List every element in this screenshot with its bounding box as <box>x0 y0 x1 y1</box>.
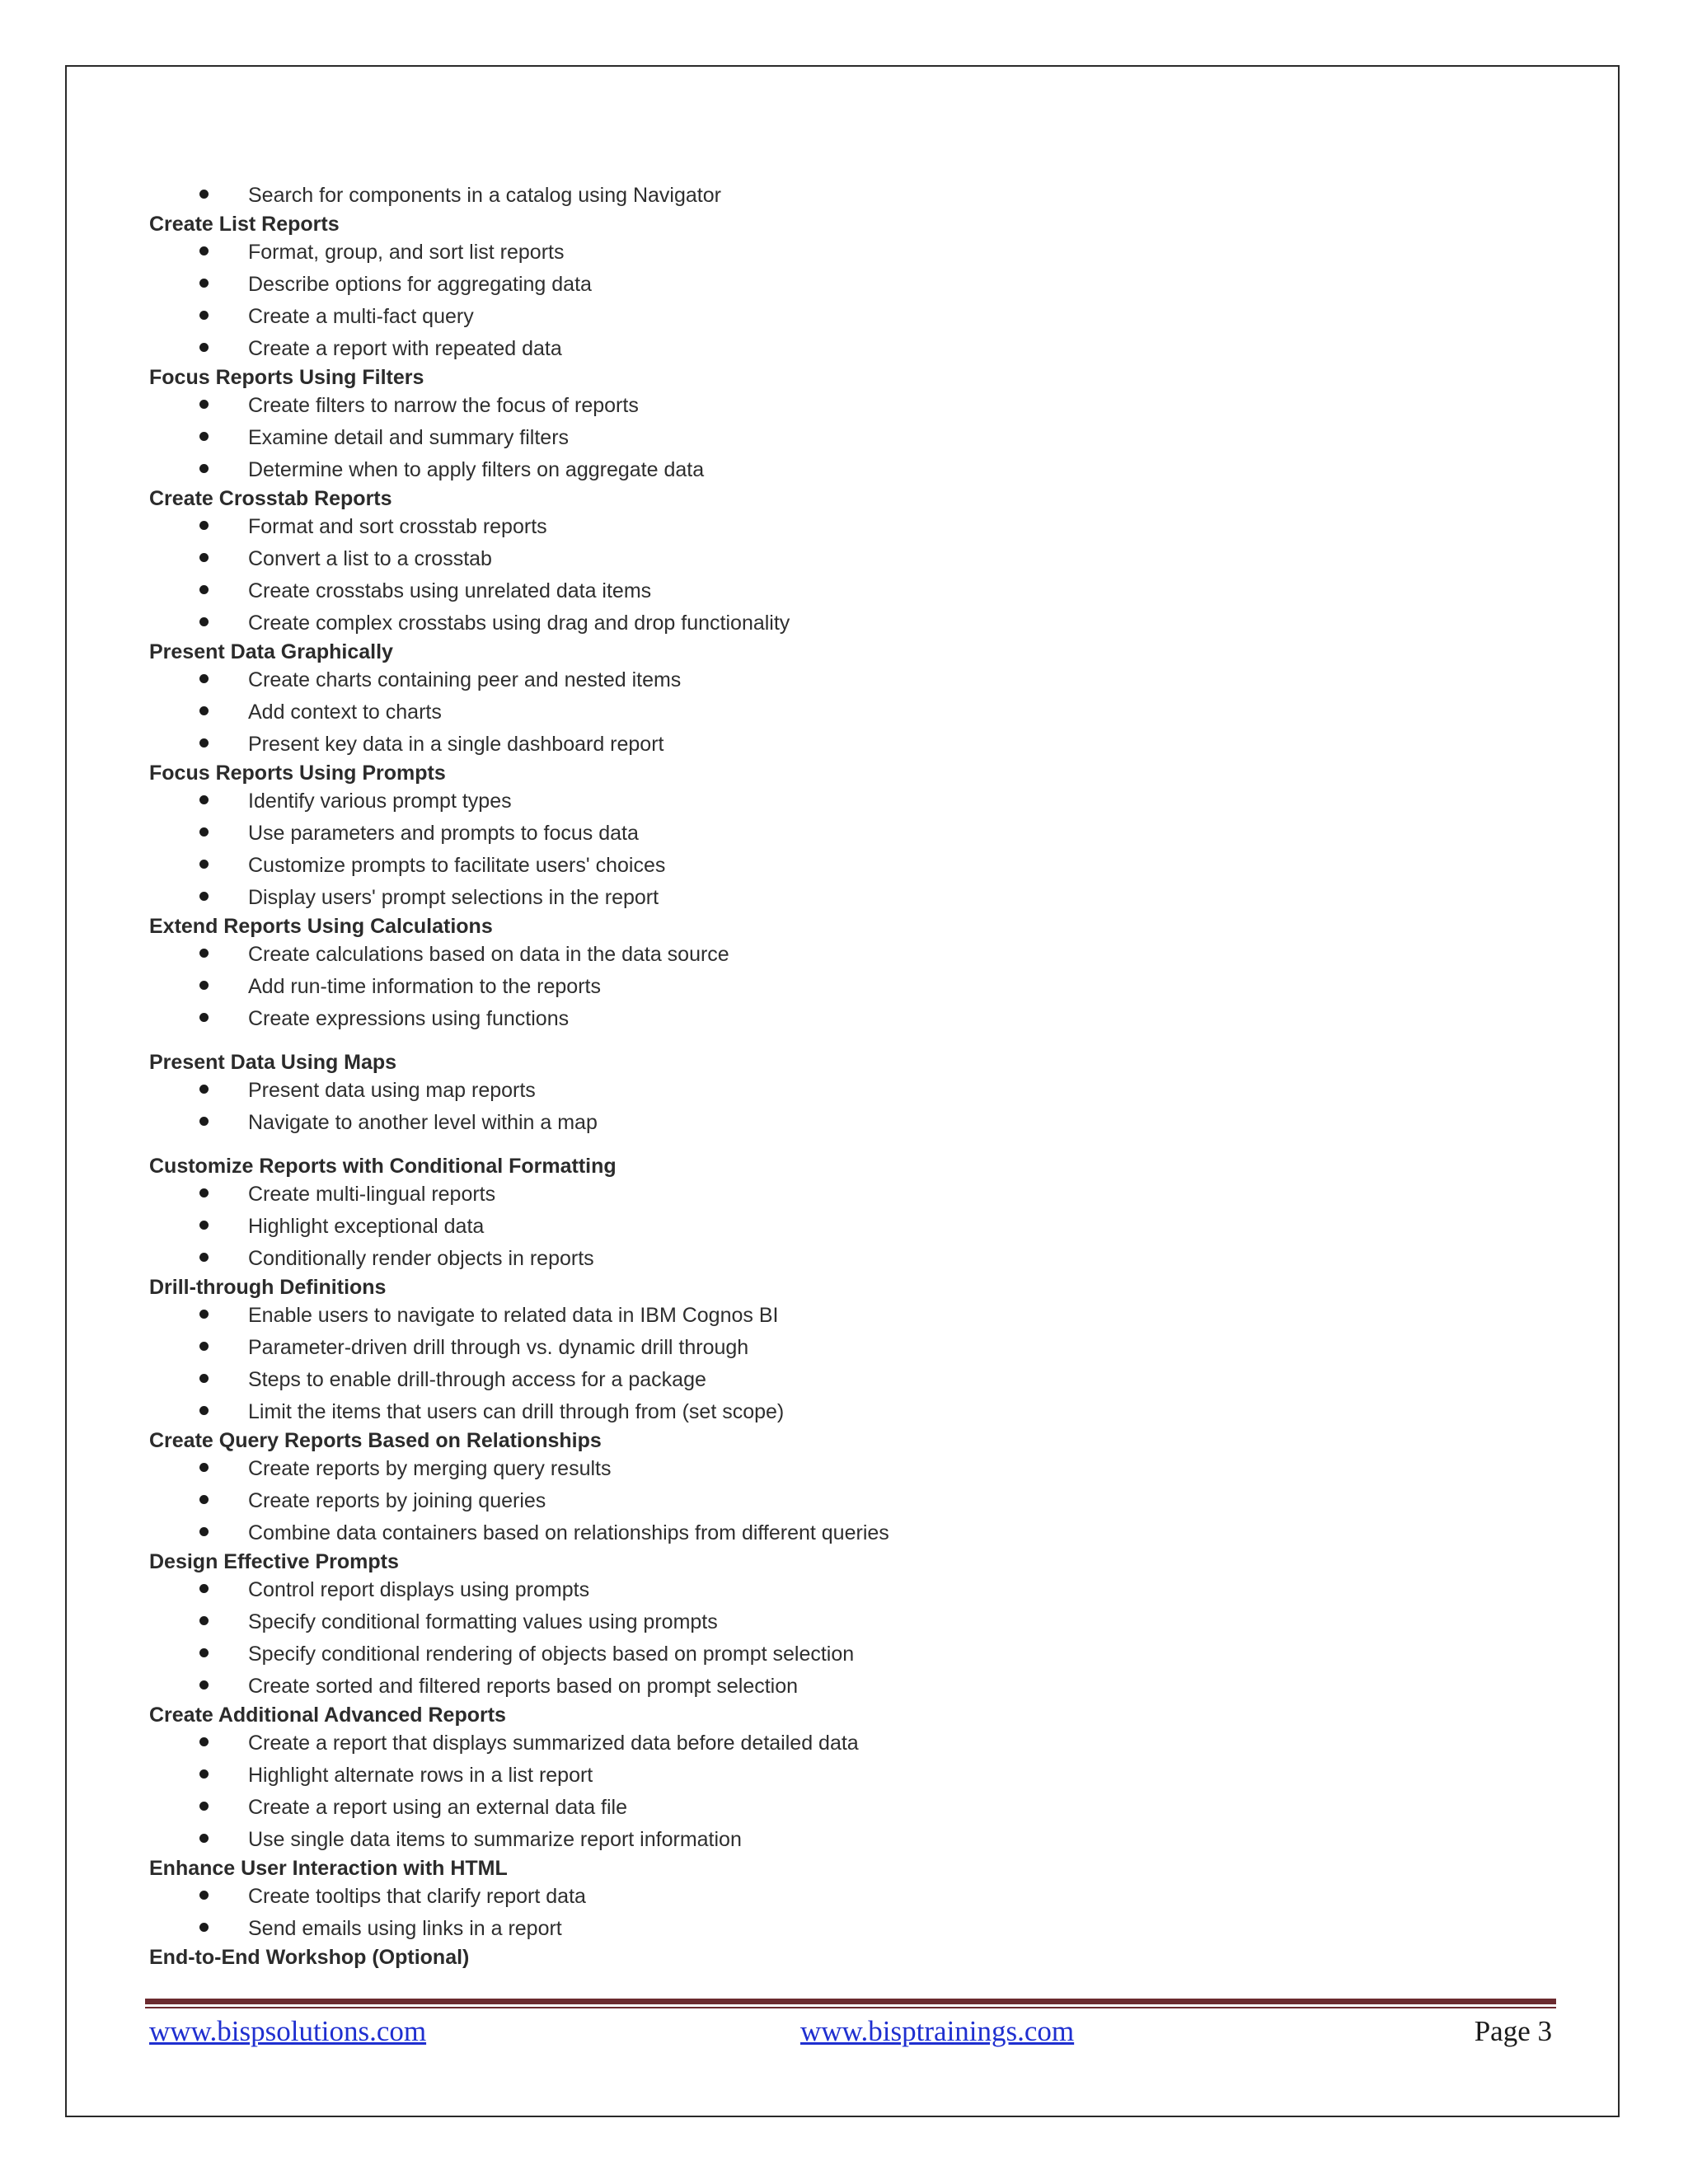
section-title: Create Query Reports Based on Relationships <box>149 1429 602 1452</box>
list-item <box>149 1574 1550 1606</box>
bullet-icon <box>199 1117 209 1126</box>
section-title: End-to-End Workshop (Optional) <box>149 1946 470 1969</box>
list-item-text: Use single data items to summarize report information <box>248 1828 742 1851</box>
section-list <box>149 1574 1550 1703</box>
list-item <box>149 818 1550 850</box>
section-enhance-html <box>149 1856 1550 1945</box>
list-item-text: Send emails using links in a report <box>248 1917 562 1940</box>
list-item <box>149 422 1550 454</box>
list-item <box>149 1332 1550 1364</box>
bullet-icon <box>199 1406 209 1415</box>
list-item <box>149 1075 1550 1107</box>
bullet-icon <box>199 827 209 837</box>
bullet-icon <box>199 1188 209 1197</box>
section-drill-through <box>149 1275 1550 1428</box>
list-item <box>149 237 1550 269</box>
bullet-icon <box>199 1584 209 1593</box>
list-item <box>149 1396 1550 1428</box>
list-item <box>149 1243 1550 1275</box>
section-extend-reports-calculations <box>149 914 1550 1035</box>
list-item <box>149 1913 1550 1945</box>
section-list <box>149 390 1550 486</box>
list-item-text: Control report displays using prompts <box>248 1578 590 1601</box>
list-item-text: Create calculations based on data in the data source <box>248 943 729 966</box>
list-item <box>149 1211 1550 1243</box>
bullet-icon <box>199 400 209 409</box>
list-item-text: Parameter-driven drill through vs. dynamic drill through <box>248 1336 749 1359</box>
section-list <box>149 1881 1550 1945</box>
bullet-icon <box>199 1374 209 1383</box>
section-title: Drill-through Definitions <box>149 1276 387 1299</box>
list-item <box>149 575 1550 607</box>
list-item-text: Limit the items that users can drill through from (set scope) <box>248 1400 785 1423</box>
section-title: Focus Reports Using Filters <box>149 366 424 389</box>
bullet-icon <box>199 279 209 288</box>
list-item-text: Create a report with repeated data <box>248 337 562 360</box>
list-item <box>149 301 1550 333</box>
bullet-icon <box>199 1463 209 1472</box>
list-item-text: Create complex crosstabs using drag and drop functionality <box>248 612 790 635</box>
list-item <box>149 1606 1550 1638</box>
section-list <box>149 237 1550 365</box>
bullet-icon <box>199 981 209 990</box>
list-item-text: Create filters to narrow the focus of reports <box>248 394 639 417</box>
page-footer <box>149 2013 1552 2050</box>
list-item <box>149 333 1550 365</box>
list-item <box>149 1638 1550 1671</box>
list-item-text: Create tooltips that clarify report data <box>248 1885 586 1908</box>
list-item <box>149 850 1550 882</box>
list-item-text: Create reports by joining queries <box>248 1489 546 1512</box>
list-item <box>149 1300 1550 1332</box>
section-title: Create Crosstab Reports <box>149 487 392 510</box>
list-item-text: Create a report using an external data file <box>248 1796 627 1819</box>
list-item-text: Create multi-lingual reports <box>248 1183 496 1206</box>
list-item-text: Create charts containing peer and nested items <box>248 668 682 691</box>
list-item-text: Create expressions using functions <box>248 1007 570 1030</box>
section-title: Create List Reports <box>149 213 340 236</box>
list-item-text: Conditionally render objects in reports <box>248 1247 594 1270</box>
list-item <box>149 664 1550 696</box>
bullet-icon <box>199 1648 209 1657</box>
section-title: Present Data Using Maps <box>149 1051 397 1074</box>
list-item <box>149 1760 1550 1792</box>
bullet-icon <box>199 1769 209 1779</box>
bullet-icon <box>199 1923 209 1932</box>
bullet-icon <box>199 738 209 748</box>
section-list <box>149 664 1550 761</box>
list-item-text: Determine when to apply filters on aggregate data <box>248 458 705 481</box>
section-list <box>149 1179 1550 1275</box>
bullet-icon <box>199 1891 209 1900</box>
section-present-data-maps <box>149 1050 1550 1139</box>
section-present-data-graphically <box>149 640 1550 761</box>
list-item <box>149 454 1550 486</box>
bullet-icon <box>199 1310 209 1319</box>
list-item <box>149 1453 1550 1485</box>
section-list <box>149 511 1550 640</box>
bullet-icon <box>199 617 209 626</box>
list-item-text: Present data using map reports <box>248 1079 536 1102</box>
list-item-text: Create a multi-fact query <box>248 305 474 328</box>
section-create-list-reports <box>149 212 1550 365</box>
section-list <box>149 939 1550 1035</box>
bullet-icon <box>199 343 209 352</box>
bullet-icon <box>199 1737 209 1746</box>
list-item-text: Enable users to navigate to related data in IBM Cognos BI <box>248 1304 779 1327</box>
list-item-text: Steps to enable drill-through access for a package <box>248 1368 706 1391</box>
list-item <box>149 1107 1550 1139</box>
bullet-icon <box>199 1221 209 1230</box>
list-item-text: Examine detail and summary filters <box>248 426 570 449</box>
footer-link-bisptrainings[interactable]: www.bisptrainings.com <box>800 2015 1075 2047</box>
list-item <box>149 1792 1550 1824</box>
section-title: Present Data Graphically <box>149 640 393 663</box>
list-item <box>149 390 1550 422</box>
bullet-icon <box>199 1616 209 1625</box>
footer-link-bispsolutions[interactable]: www.bispsolutions.com <box>149 2015 427 2047</box>
list-item-text: Combine data containers based on relationships from different queries <box>248 1521 889 1544</box>
section-conditional-formatting <box>149 1154 1550 1275</box>
section-list <box>149 1300 1550 1428</box>
list-item <box>149 1003 1550 1035</box>
section-list <box>149 785 1550 914</box>
bullet-icon <box>199 311 209 320</box>
bullet-icon <box>199 246 209 255</box>
section-title: Create Additional Advanced Reports <box>149 1704 506 1727</box>
list-item-text: Specify conditional formatting values using prompts <box>248 1610 718 1633</box>
section-advanced-reports <box>149 1703 1550 1856</box>
bullet-icon <box>199 1834 209 1843</box>
list-item <box>149 511 1550 543</box>
bullet-icon <box>199 553 209 562</box>
list-item-text: Highlight exceptional data <box>248 1215 485 1238</box>
list-item-text: Create sorted and filtered reports based on prompt selection <box>248 1675 799 1698</box>
bullet-icon <box>199 190 209 199</box>
list-item-text: Use parameters and prompts to focus data <box>248 822 639 845</box>
list-item <box>149 939 1550 971</box>
list-item <box>149 1517 1550 1549</box>
section-end-to-end-workshop <box>149 1945 1550 1970</box>
section-list <box>149 1075 1550 1139</box>
section-title: Extend Reports Using Calculations <box>149 915 493 938</box>
bullet-icon <box>199 795 209 804</box>
list-item <box>149 1364 1550 1396</box>
list-item-text: Specify conditional rendering of objects based on prompt selection <box>248 1643 855 1666</box>
list-item-text: Identify various prompt types <box>248 790 512 813</box>
list-item-text: Add context to charts <box>248 701 442 724</box>
list-item <box>149 1179 1550 1211</box>
list-item <box>149 1485 1550 1517</box>
page-number: Page 3 <box>1474 2015 1552 2047</box>
list-item-text: Create a report that displays summarized data before detailed data <box>248 1732 859 1755</box>
list-item <box>149 1727 1550 1760</box>
bullet-icon <box>199 892 209 901</box>
bullet-icon <box>199 674 209 683</box>
list-item-text: Highlight alternate rows in a list report <box>248 1764 593 1787</box>
section-focus-reports-prompts <box>149 761 1550 914</box>
list-item-text: Format and sort crosstab reports <box>248 515 547 538</box>
section-list <box>149 1453 1550 1549</box>
section-title: Design Effective Prompts <box>149 1550 399 1573</box>
list-item <box>149 1671 1550 1703</box>
list-item <box>149 882 1550 914</box>
bullet-icon <box>199 1085 209 1094</box>
list-item-text: Format, group, and sort list reports <box>248 241 565 264</box>
bullet-icon <box>199 1495 209 1504</box>
list-item-text: Add run-time information to the reports <box>248 975 601 998</box>
list-item-text: Navigate to another level within a map <box>248 1111 598 1134</box>
footer-divider <box>145 1999 1556 2004</box>
intro-list <box>149 180 1550 212</box>
list-item <box>149 1881 1550 1913</box>
bullet-icon <box>199 521 209 530</box>
bullet-icon <box>199 464 209 473</box>
section-title: Customize Reports with Conditional Formatting <box>149 1155 617 1178</box>
list-item <box>149 607 1550 640</box>
list-item-text: Create crosstabs using unrelated data items <box>248 579 652 602</box>
list-item-text: Present key data in a single dashboard report <box>248 733 664 756</box>
list-item-text: Convert a list to a crosstab <box>248 547 492 570</box>
footer-divider-thin <box>145 2007 1556 2008</box>
list-item-text: Customize prompts to facilitate users' choices <box>248 854 666 877</box>
section-title: Enhance User Interaction with HTML <box>149 1857 508 1880</box>
bullet-icon <box>199 1680 209 1690</box>
bullet-icon <box>199 585 209 594</box>
list-item <box>149 543 1550 575</box>
bullet-icon <box>199 1253 209 1262</box>
section-create-crosstab-reports <box>149 486 1550 640</box>
bullet-icon <box>199 1013 209 1022</box>
list-item <box>149 971 1550 1003</box>
bullet-icon <box>199 1342 209 1351</box>
list-item <box>149 1824 1550 1856</box>
section-list <box>149 1727 1550 1856</box>
bullet-icon <box>199 860 209 869</box>
list-item-text: Search for components in a catalog using Navigator <box>248 184 721 207</box>
bullet-icon <box>199 432 209 441</box>
section-focus-reports-filters <box>149 365 1550 486</box>
bullet-icon <box>199 1802 209 1811</box>
bullet-icon <box>199 949 209 958</box>
bullet-icon <box>199 706 209 715</box>
list-item-text: Describe options for aggregating data <box>248 273 592 296</box>
section-design-effective-prompts <box>149 1549 1550 1703</box>
section-title: Focus Reports Using Prompts <box>149 762 446 785</box>
list-item-text: Display users' prompt selections in the report <box>248 886 659 909</box>
list-item-text: Create reports by merging query results <box>248 1457 612 1480</box>
list-item <box>149 696 1550 729</box>
list-item <box>149 180 1550 212</box>
list-item <box>149 785 1550 818</box>
list-item <box>149 729 1550 761</box>
section-query-reports-relationships <box>149 1428 1550 1549</box>
list-item <box>149 269 1550 301</box>
bullet-icon <box>199 1527 209 1536</box>
document-body <box>149 180 1550 1993</box>
